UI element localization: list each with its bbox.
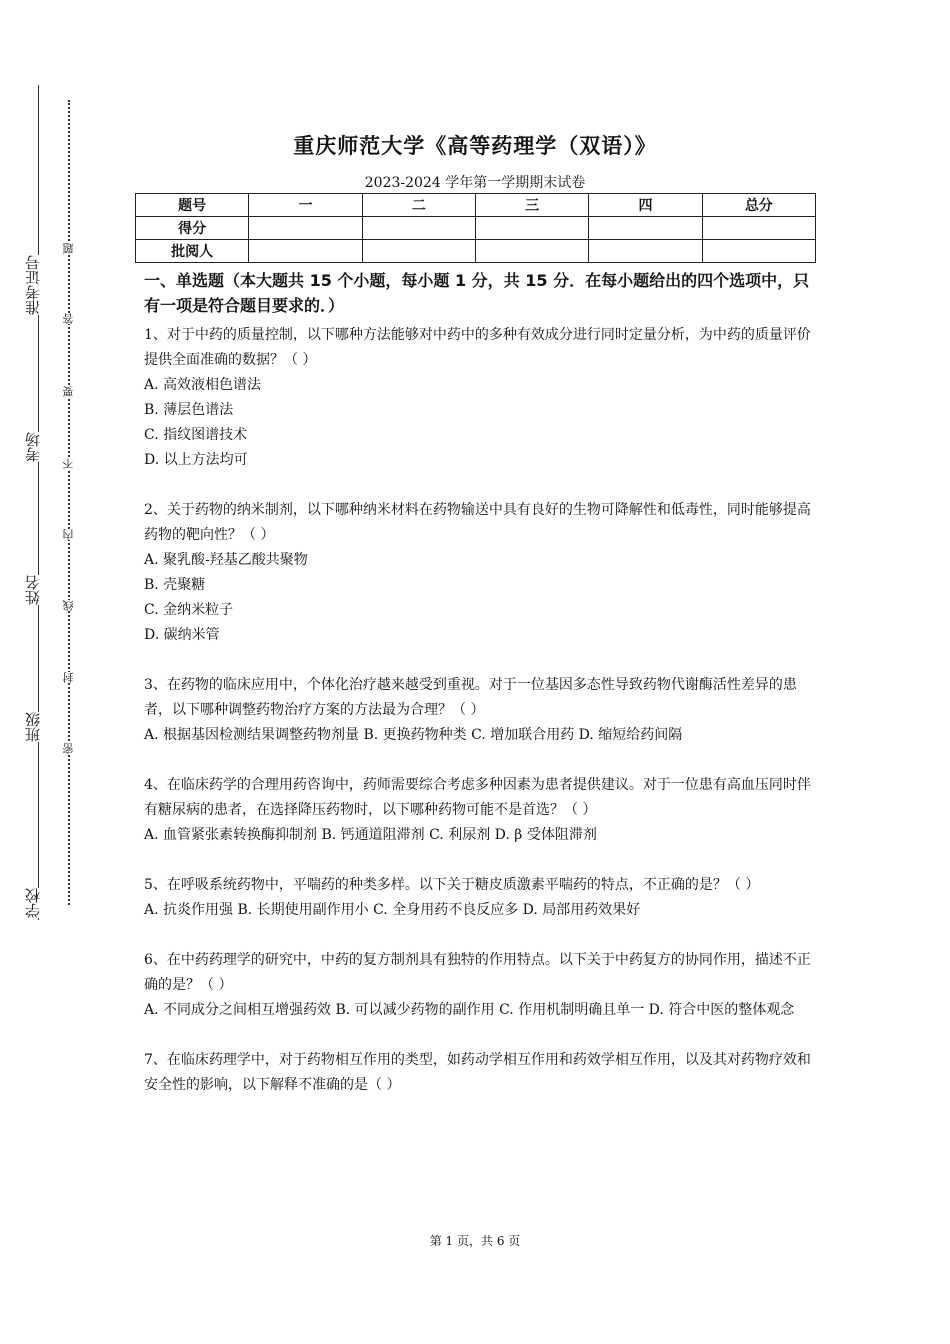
seal-char: 不 — [58, 458, 80, 469]
question-stem: 3、在药物的临床应用中，个体化治疗越来越受到重视。对于一位基因多态性导致药物代谢酶活性差异的患者，以下哪种调整药物治疗方案的方法最为合理？（ ） — [144, 677, 797, 718]
score-header-cell: 题号 — [136, 194, 249, 217]
grader-cell — [362, 240, 475, 263]
options-line: A. 根据基因检测结果调整药物剂量 B. 更换药物种类 C. 增加联合用药 D. 缩短给药间隔 — [144, 727, 683, 743]
question-stem: 5、在呼吸系统药物中，平喘药的种类多样。以下关于糖皮质激素平喘药的特点，不正确的是？（ ） — [144, 877, 760, 893]
score-header-cell: 四 — [589, 194, 702, 217]
grader-row — [136, 240, 816, 263]
score-header-cell: 总分 — [702, 194, 815, 217]
seal-char: 要 — [58, 386, 80, 397]
question-5 — [144, 873, 812, 923]
score-table — [135, 193, 816, 263]
grader-row-label: 批阅人 — [136, 240, 249, 263]
score-header-cell: 二 — [362, 194, 475, 217]
name-label: 姓名 — [19, 575, 47, 605]
exam-id-label: 准考证号 — [19, 255, 47, 315]
score-cell — [702, 217, 815, 240]
question-2 — [144, 498, 812, 648]
seal-char: 答 — [58, 313, 80, 324]
question-stem: 1、对于中药的质量控制，以下哪种方法能够对中药中的多种有效成分进行同时定量分析，为中药的质量评价提供全面准确的数据？（ ） — [144, 327, 811, 368]
grader-cell — [249, 240, 362, 263]
class-label: 班级 — [19, 712, 47, 742]
score-cell — [475, 217, 588, 240]
score-cell — [362, 217, 475, 240]
question-1 — [144, 323, 812, 473]
school-label: 学校 — [19, 888, 47, 918]
exam-content — [144, 268, 812, 1098]
question-stem: 7、在临床药理学中，对于药物相互作用的类型，如药动学相互作用和药效学相互作用，以及其对药物疗效和安全性的影响，以下解释不准确的是（ ） — [144, 1052, 811, 1093]
question-6 — [144, 948, 812, 1023]
score-table-header-row — [136, 194, 816, 217]
options-line: A. 不同成分之间相互增强药效 B. 可以减少药物的副作用 C. 作用机制明确且单一 D. 符合中医的整体观念 — [144, 1002, 795, 1018]
binding-dotted-line — [68, 100, 70, 905]
exam-subtitle: 2023-2024 学年第一学期期末试卷 — [364, 175, 586, 191]
grader-cell — [475, 240, 588, 263]
score-cell — [249, 217, 362, 240]
score-row-label: 得分 — [136, 217, 249, 240]
question-stem: 2、关于药物的纳米制剂，以下哪种纳米材料在药物输送中具有良好的生物可降解性和低毒性，同时能够提高药物的靶向性？（ ） — [144, 502, 811, 543]
seal-char: 封 — [58, 672, 80, 683]
options-line: A. 抗炎作用强 B. 长期使用副作用小 C. 全身用药不良反应多 D. 局部用药效果好 — [144, 902, 641, 918]
page-number: 第 1 页，共 6 页 — [429, 1234, 521, 1248]
option-b: B. 薄层色谱法 — [144, 402, 234, 418]
grader-cell — [589, 240, 702, 263]
option-c: C. 指纹图谱技术 — [144, 427, 248, 443]
grader-cell — [702, 240, 815, 263]
option-a: A. 聚乳酸-羟基乙酸共聚物 — [144, 552, 308, 568]
option-b: B. 壳聚糖 — [144, 577, 206, 593]
seal-char: 密 — [58, 743, 80, 754]
exam-title: 重庆师范大学《高等药理学（双语）》 — [293, 134, 657, 158]
score-row — [136, 217, 816, 240]
score-header-cell: 一 — [249, 194, 362, 217]
score-cell — [589, 217, 702, 240]
question-stem: 6、在中药药理学的研究中，中药的复方制剂具有独特的作用特点。以下关于中药复方的协同作用，描述不正确的是？（ ） — [144, 952, 811, 993]
question-stem: 4、在临床药学的合理用药咨询中，药师需要综合考虑多种因素为患者提供建议。对于一位患有高血压同时伴有糖尿病的患者，在选择降压药物时，以下哪种药物可能不是首选？（ ） — [144, 777, 811, 818]
seal-char: 题 — [58, 243, 80, 254]
seal-char: 线 — [58, 600, 80, 611]
exam-room-label: 考场 — [19, 432, 47, 462]
question-7 — [144, 1048, 812, 1098]
section-heading: 一、单选题（本大题共 15 个小题，每小题 1 分，共 15 分．在每小题给出的四个选项中，只有一项是符合题目要求的．） — [144, 271, 810, 315]
binding-margin — [0, 0, 130, 1344]
seal-char: 内 — [58, 529, 80, 540]
question-4 — [144, 773, 812, 848]
question-3 — [144, 673, 812, 748]
binding-solid-line — [38, 85, 39, 920]
option-c: C. 金纳米粒子 — [144, 602, 234, 618]
score-header-cell: 三 — [475, 194, 588, 217]
options-line: A. 血管紧张素转换酶抑制剂 B. 钙通道阻滞剂 C. 利尿剂 D. β 受体阻滞剂 — [144, 827, 597, 843]
option-d: D. 以上方法均可 — [144, 452, 248, 468]
option-d: D. 碳纳米管 — [144, 627, 220, 643]
option-a: A. 高效液相色谱法 — [144, 377, 262, 393]
